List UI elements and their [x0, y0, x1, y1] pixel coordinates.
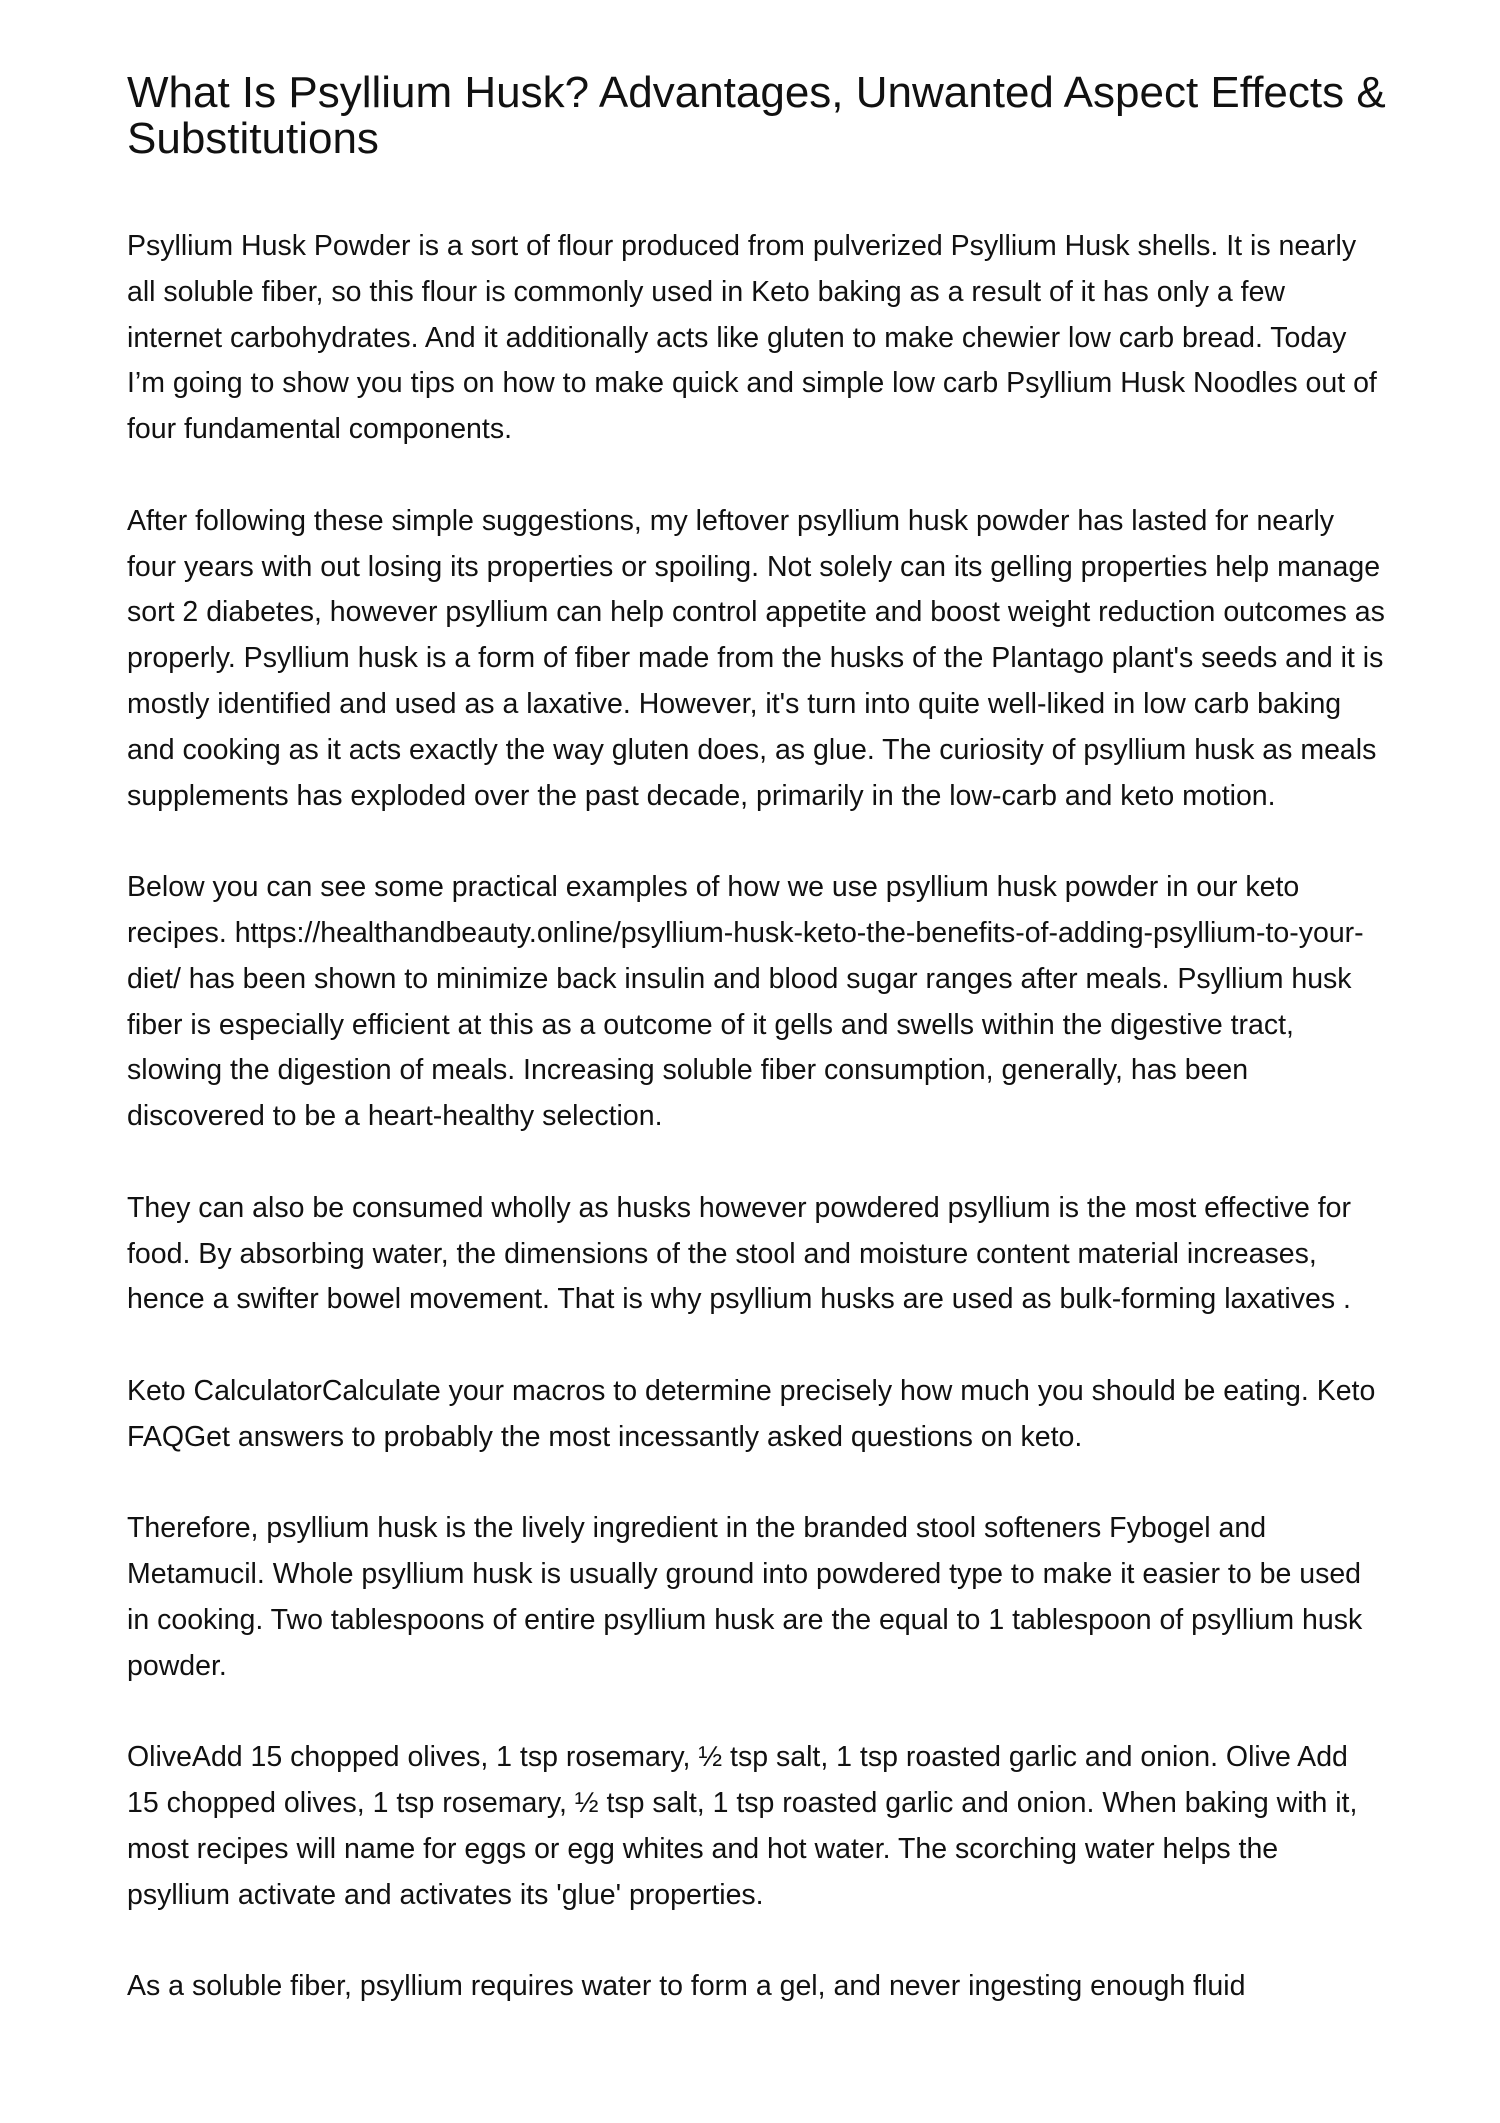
- paragraph-7: OliveAdd 15 chopped olives, 1 tsp rosemary, ½ tsp salt, 1 tsp roasted garlic and onion. Olive Add 15 chopped olives, 1 tsp rosemary, ½ tsp salt, 1 tsp roasted garlic and onion. When baking with it, most recipes will name for eggs or egg whites and hot water. The scorching water helps the psyllium activate and activates its 'glue' properties.: [127, 1741, 1358, 1911]
- paragraph-1: Psyllium Husk Powder is a sort of flour produced from pulverized Psyllium Husk shells. It is nearly all soluble fiber, so this flour is commonly used in Keto baking as a result of it has only a few internet carbohydrates. And it additionally acts like gluten to make chewier low carb bread. Today I’m going to show you tips on how to make quick and simple low carb Psyllium Husk Noodles out of four fundamental components.: [127, 230, 1377, 446]
- page-title: What Is Psyllium Husk? Advantages, Unwanted Aspect Effects & Substitutions: [127, 68, 1386, 163]
- paragraph-4: They can also be consumed wholly as husks however powdered psyllium is the most effective for food. By absorbing water, the dimensions of the stool and moisture content material increases, hence a swifter bowel movement. That is why psyllium husks are used as bulk-forming laxatives .: [127, 1191, 1351, 1316]
- paragraph-5: Keto CalculatorCalculate your macros to determine precisely how much you should be eating. Keto FAQGet answers to probably the most incessantly asked questions on keto.: [127, 1374, 1376, 1453]
- paragraph-8: As a soluble fiber, psyllium requires water to form a gel, and never ingesting enough fluid: [127, 1970, 1246, 2003]
- document-page: [127, 70, 1387, 2056]
- paragraph-6: Therefore, psyllium husk is the lively ingredient in the branded stool softeners Fybogel and Metamucil. Whole psyllium husk is usually ground into powdered type to make it easier to be used in cooking. Two tablespoons of entire psyllium husk are the equal to 1 tablespoon of psyllium husk powder.: [127, 1512, 1363, 1682]
- paragraph-3: Below you can see some practical examples of how we use psyllium husk powder in our keto recipes. https://healthandbeauty.online/psyllium-husk-keto-the-benefits-of-adding-psyllium-to-your-diet/ has been shown to minimize back insulin and blood sugar ranges after meals. Psyllium husk fiber is especially efficient at this as a outcome of it gells and swells within the digestive tract, slowing the digestion of meals. Increasing soluble fiber consumption, generally, has been discovered to be a heart-healthy selection.: [127, 871, 1364, 1133]
- paragraph-2: After following these simple suggestions, my leftover psyllium husk powder has lasted for nearly four years with out losing its properties or spoiling. Not solely can its gelling properties help manage sort 2 diabetes, however psyllium can help control appetite and boost weight reduction outcomes as properly. Psyllium husk is a form of fiber made from the husks of the Plantago plant's seeds and it is mostly identified and used as a laxative. However, it's turn into quite well-liked in low carb baking and cooking as it acts exactly the way gluten does, as glue. The curiosity of psyllium husk as meals supplements has exploded over the past decade, primarily in the low-carb and keto motion.: [127, 504, 1385, 812]
